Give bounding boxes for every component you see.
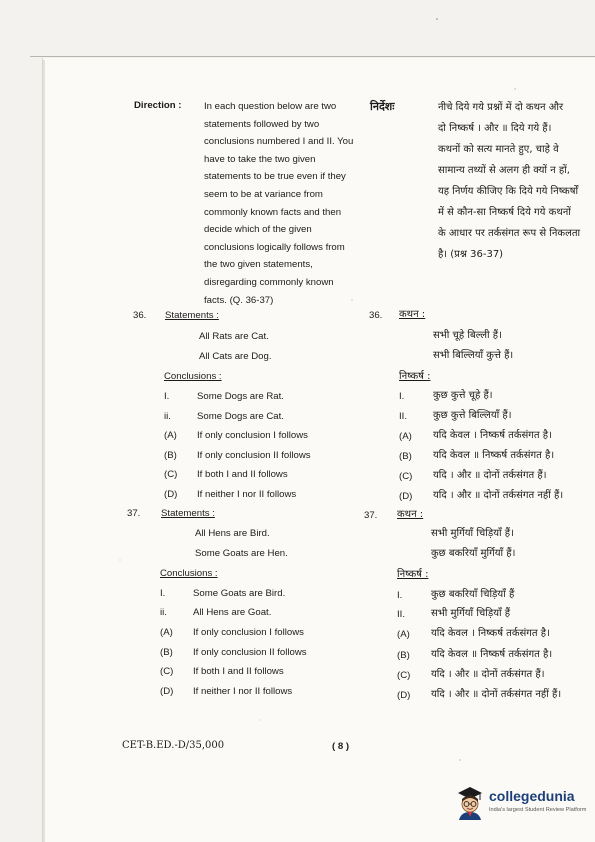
direction-line: conclusions logically follows from: [204, 241, 345, 253]
direction-line: the two given statements,: [204, 259, 313, 271]
q37-conclusion-1-label: I.: [160, 588, 166, 599]
direction-line: दो निष्कर्ष । और ॥ दिये गये हैं।: [438, 123, 552, 134]
q36-hi-option-c-label: (C): [399, 471, 413, 482]
direction-line: सामान्य तथ्यों से अलग ही क्यों न हों,: [438, 165, 570, 176]
direction-line: statements to be true even if they: [204, 171, 346, 183]
direction-line: नीचे दिये गये प्रश्नों में दो कथन और: [438, 102, 564, 113]
q37-option-d: If neither I nor II follows: [193, 686, 293, 697]
q36-option-d: If neither I nor II follows: [197, 489, 297, 500]
q36-option-a-label: (A): [164, 430, 177, 441]
direction-line: में से कौन-सा निष्कर्ष दिये गये कथनों: [438, 207, 571, 218]
q37-hi-statement-2: कुछ बकरियाँ मुर्गियाँ हैं।: [431, 548, 516, 559]
q36-statements-label: Statements :: [165, 310, 219, 321]
q36-option-b-label: (B): [164, 450, 177, 461]
q37-option-c: If both I and II follows: [193, 666, 284, 677]
q37-statements-label: Statements :: [161, 508, 215, 519]
q37-hi-option-d-label: (D): [397, 690, 411, 701]
q36-hi-statement-1: सभी चूहे बिल्ली हैं।: [433, 330, 502, 341]
direction-label: Direction :: [134, 100, 182, 111]
q36-option-d-label: (D): [164, 489, 178, 500]
logo-tagline: India's largest Student Review Platform: [489, 807, 587, 813]
q37-hi-option-b: यदि केवल ॥ निष्कर्ष तर्कसंगत है।: [431, 649, 553, 660]
direction-line: In each question below are two: [204, 101, 337, 112]
q36-hi-number: 36.: [369, 310, 383, 321]
direction-line: यह निर्णय कीजिए कि दिये गये निष्कर्षों: [438, 186, 579, 197]
exam-code: CET-B.ED.-D/35,000: [122, 740, 225, 751]
q36-conclusion-1-label: I.: [164, 391, 170, 402]
q37-hi-number: 37.: [364, 510, 378, 521]
q36-hi-option-c: यदि । और ॥ दोनों तर्कसंगत हैं।: [433, 470, 547, 481]
q37-hi-option-c: यदि । और ॥ दोनों तर्कसंगत हैं।: [431, 669, 545, 680]
q36-hi-conclusions-label: निष्कर्ष :: [399, 371, 431, 382]
direction-line: seem to be at variance from: [204, 188, 323, 200]
q37-hi-statement-1: सभी मुर्गियाँ चिड़ियाँ हैं।: [431, 528, 514, 539]
q36-conclusion-1: Some Dogs are Rat.: [197, 391, 284, 402]
q37-hi-conclusion-1-label: I.: [397, 590, 403, 601]
q36-hi-statements-label: कथन :: [399, 309, 426, 320]
logo-name: collegedunia: [489, 788, 575, 804]
q37-hi-conclusion-1: कुछ बकरियाँ चिड़ियाँ हैं: [431, 589, 515, 600]
direction-line: के आधार पर तर्कसंगत रूप से निकलता: [438, 228, 581, 239]
direction-line: facts. (Q. 36-37): [204, 294, 274, 306]
q37-option-b-label: (B): [160, 647, 173, 658]
q37-option-c-label: (C): [160, 666, 174, 677]
q36-option-c-label: (C): [164, 469, 178, 480]
direction-line: have to take the two given: [204, 153, 316, 165]
q36-statement-1: All Rats are Cat.: [199, 331, 269, 342]
q37-option-d-label: (D): [160, 686, 174, 697]
q36-hi-option-d: यदि । और ॥ दोनों तर्कसंगत नहीं हैं।: [433, 490, 564, 501]
q37-conclusion-1: Some Goats are Bird.: [193, 588, 286, 599]
q36-hi-conclusion-2-label: II.: [399, 411, 407, 422]
q37-hi-conclusion-2: सभी मुर्गियाँ चिड़ियाँ हैं: [431, 608, 511, 619]
q37-statement-1: All Hens are Bird.: [195, 528, 270, 539]
student-face-icon: [455, 784, 485, 820]
page-number: ( 8 ): [332, 741, 350, 752]
q36-number: 36.: [133, 310, 147, 321]
q36-hi-option-b: यदि केवल ॥ निष्कर्ष तर्कसंगत है।: [433, 450, 555, 461]
q37-hi-conclusions-label: निष्कर्ष :: [397, 569, 429, 580]
q37-conclusion-2: All Hens are Goat.: [193, 607, 272, 618]
q36-hi-option-b-label: (B): [399, 451, 412, 462]
direction-line: commonly known facts and then: [204, 206, 342, 218]
q36-hi-conclusion-1: कुछ कुत्ते चूहे हैं।: [433, 390, 493, 401]
direction-line: decide which of the given: [204, 224, 312, 236]
q36-option-b: If only conclusion II follows: [197, 450, 311, 461]
q37-conclusions-label: Conclusions :: [160, 568, 218, 579]
q37-hi-option-d: यदि । और ॥ दोनों तर्कसंगत नहीं हैं।: [431, 689, 562, 700]
direction-line: कथनों को सत्य मानते हुए, चाहे वे: [438, 144, 559, 155]
q36-hi-statement-2: सभी बिल्लियाँ कुत्ते हैं।: [433, 350, 514, 361]
direction-line: है। (प्रश्न 36-37): [438, 249, 504, 260]
direction-text-hi: [438, 97, 580, 265]
q37-hi-option-a: यदि केवल । निष्कर्ष तर्कसंगत है।: [431, 628, 550, 639]
q37-hi-option-b-label: (B): [397, 650, 410, 661]
q36-hi-option-d-label: (D): [399, 491, 413, 502]
q36-hi-option-a: यदि केवल । निष्कर्ष तर्कसंगत है।: [433, 430, 552, 441]
q37-statement-2: Some Goats are Hen.: [195, 548, 288, 559]
q37-option-b: If only conclusion II follows: [193, 647, 307, 658]
q36-statement-2: All Cats are Dog.: [199, 351, 272, 362]
q36-conclusion-2: Some Dogs are Cat.: [197, 411, 284, 422]
page-top-edge: [30, 56, 595, 57]
q37-conclusion-2-label: ii.: [160, 607, 167, 618]
direction-text-en: [204, 98, 353, 309]
q37-hi-statements-label: कथन :: [397, 509, 424, 520]
q36-hi-conclusion-1-label: I.: [399, 391, 405, 402]
direction-line: statements followed by two: [204, 118, 320, 130]
direction-line: conclusions numbered I and II. You: [204, 136, 354, 148]
q37-number: 37.: [127, 508, 141, 519]
q36-option-c: If both I and II follows: [197, 469, 288, 480]
q37-hi-option-a-label: (A): [397, 629, 410, 640]
direction-label-hi: निर्देशः: [370, 100, 395, 113]
q37-option-a: If only conclusion I follows: [193, 627, 304, 638]
q36-hi-conclusion-2: कुछ कुत्ते बिल्लियाँ हैं।: [433, 410, 512, 421]
q36-option-a: If only conclusion I follows: [197, 430, 308, 441]
q36-conclusion-2-label: ii.: [164, 411, 171, 422]
q37-hi-option-c-label: (C): [397, 670, 411, 681]
q36-conclusions-label: Conclusions :: [164, 371, 222, 382]
q37-hi-conclusion-2-label: II.: [397, 609, 405, 620]
collegedunia-logo: [455, 782, 585, 826]
q37-option-a-label: (A): [160, 627, 173, 638]
direction-line: disregarding commonly known: [204, 276, 334, 288]
q36-hi-option-a-label: (A): [399, 431, 412, 442]
